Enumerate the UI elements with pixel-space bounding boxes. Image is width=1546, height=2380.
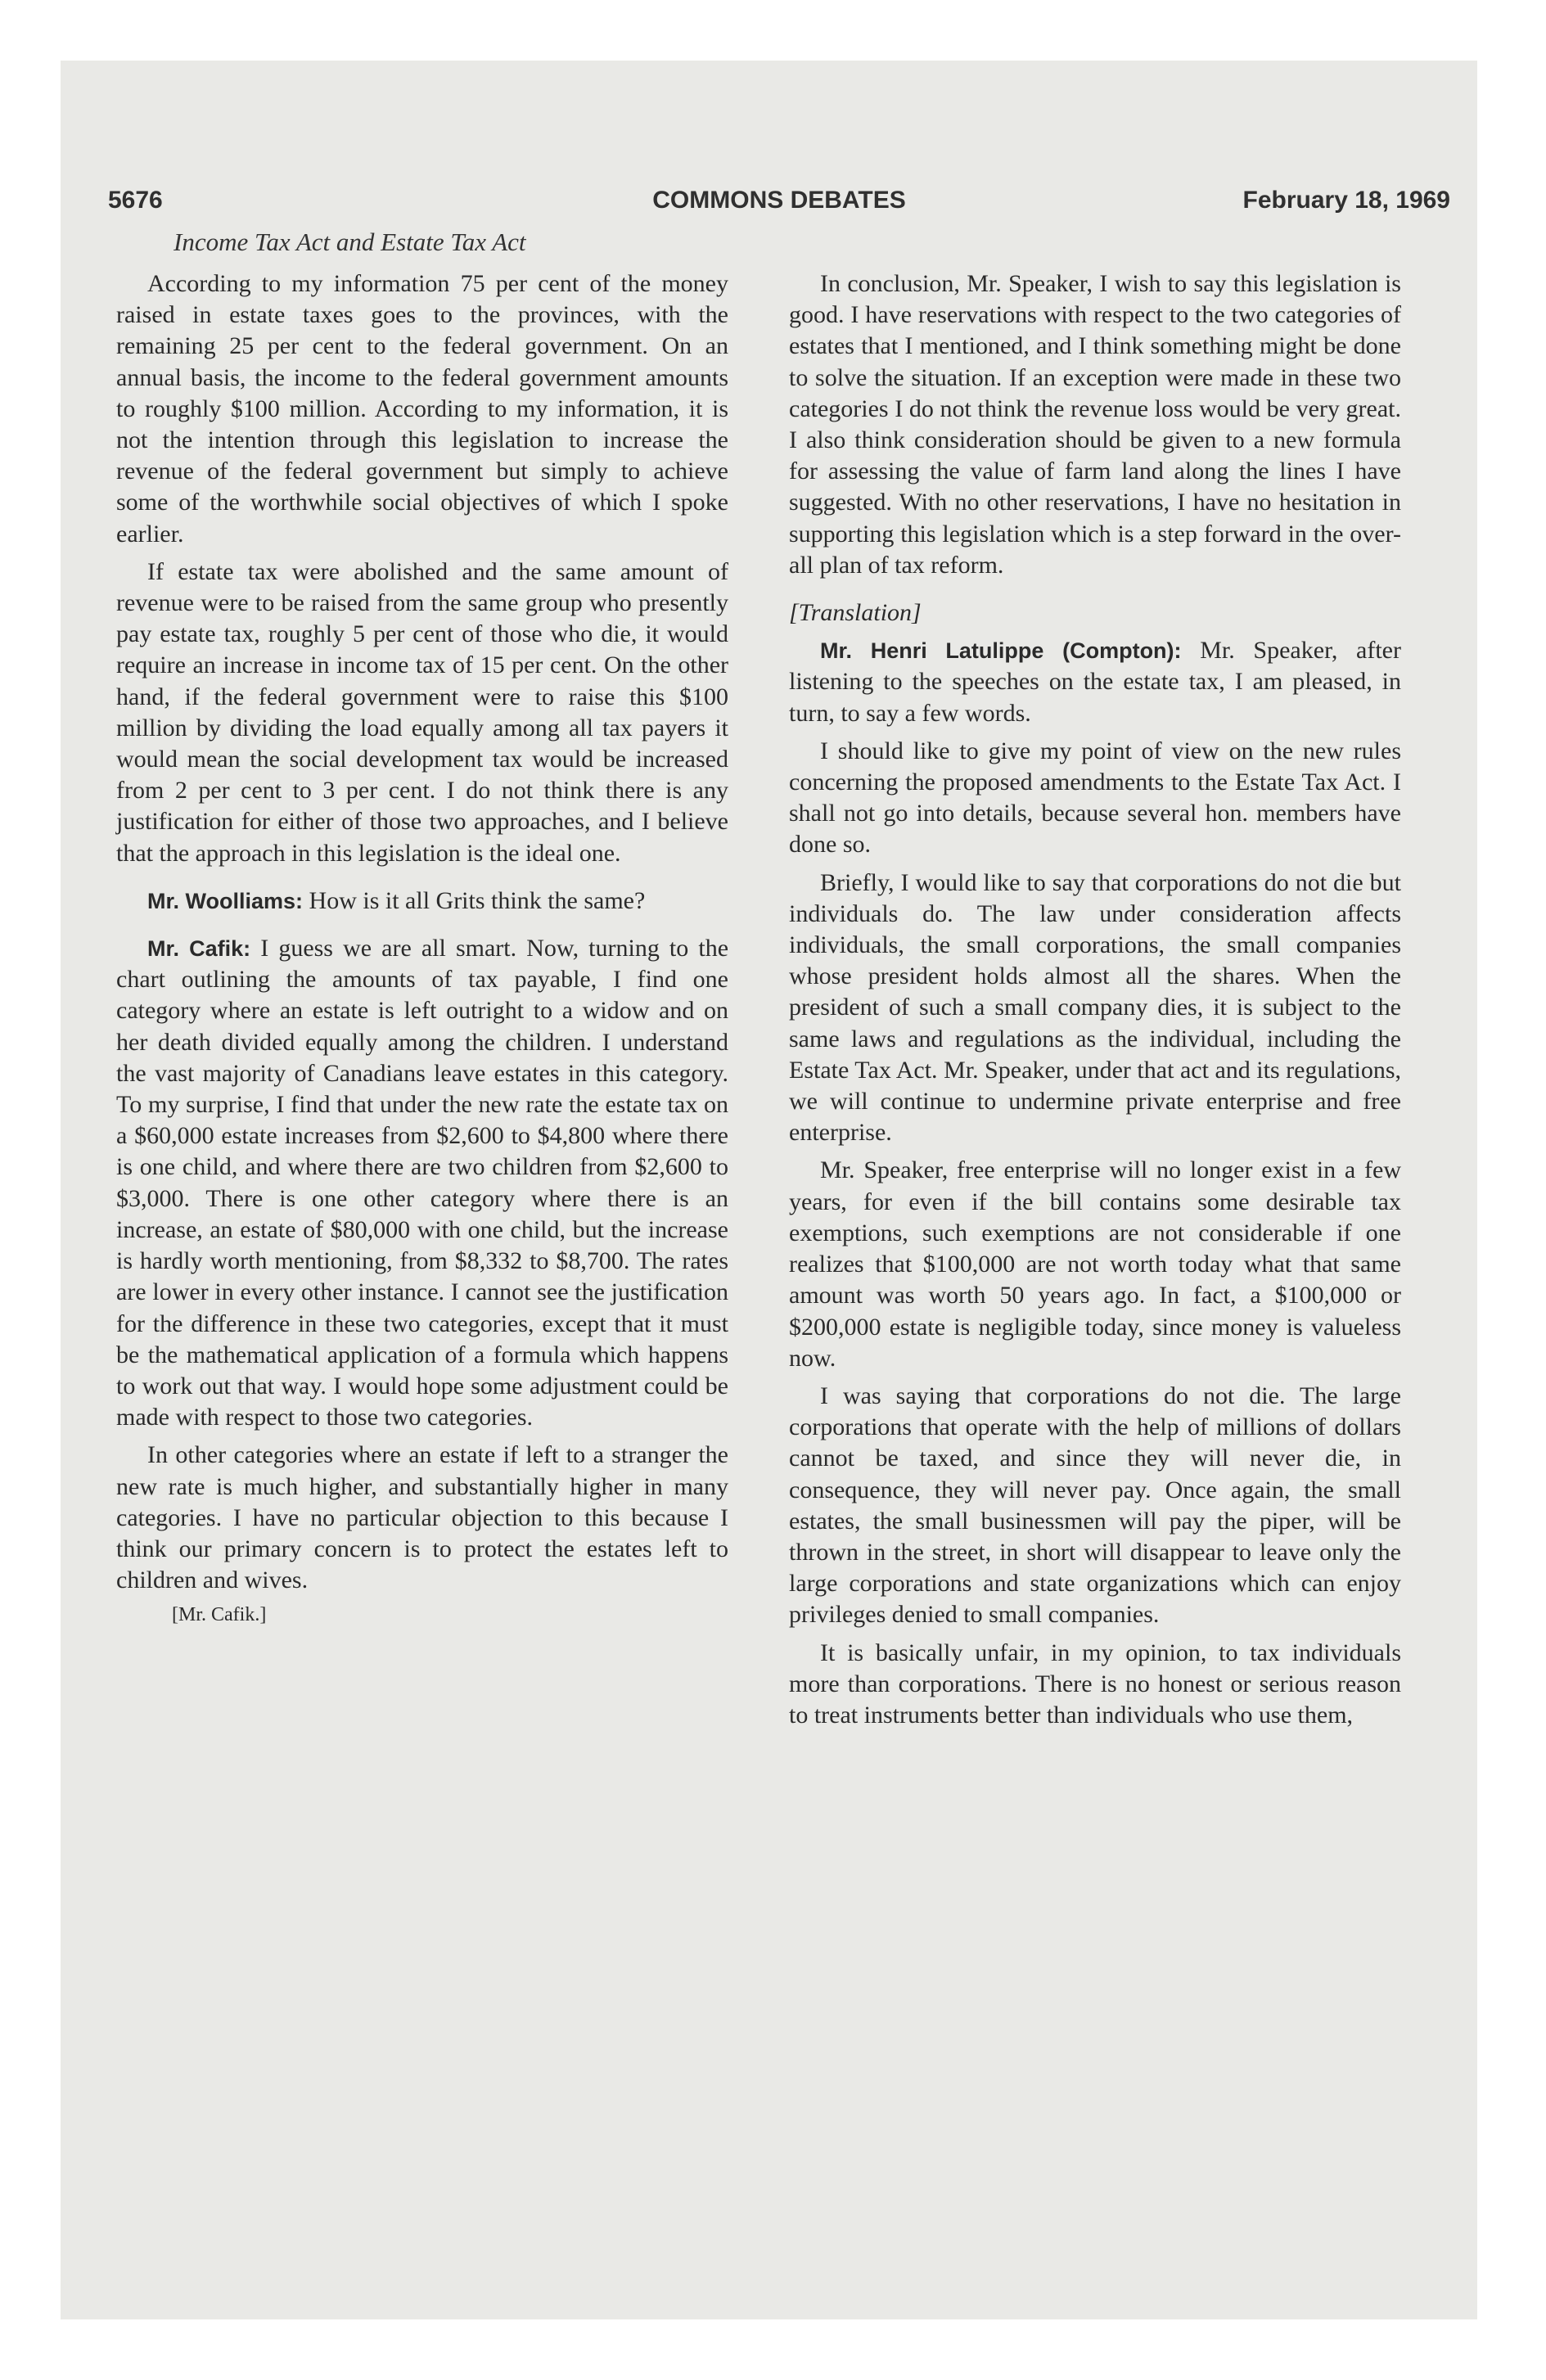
speaker-name: Mr. Woolliams: [147,888,304,913]
page-date: February 18, 1969 [1242,187,1450,214]
left-column [116,268,728,1634]
paragraph: I was saying that corporations do not die. The large corporations that operate with the help of millions of dollars cannot be taxed, and since they will never die, in consequence, they will never pay. Once again, the small estates, the small businessmen will pay the piper, will be thrown in the street, in short will disappear to leave only the large corporations and state organizations which can enjoy privileges denied to small companies. [789,1382,1401,1629]
speech-woolliams [116,886,728,917]
paragraph: If estate tax were abolished and the same amount of revenue were to be raised from the same group who presently pay estate tax, roughly 5 per cent of those who die, it would require an increase in income tax of 15 per cent. On the other hand, if the federal government were to raise this $100 million by dividing the load equally among all tax payers it would mean the social development tax would be increased from 2 per cent to 3 per cent. I do not think there is any justification for either of those two approaches, and I believe that the approach in this legislation is the ideal one. [116,557,728,867]
paragraph: Mr. Speaker, free enterprise will no longer exist in a few years, for even if the bill contains some desirable tax exemptions, such exemptions are not considerable if one realizes that $100,000 are not worth today what that same amount was worth 50 years ago. In fact, a $100,000 or $200,000 estate is negligible today, since money is valueless now. [789,1156,1401,1372]
speaker-name: Mr. Henri Latulippe (Compton): [820,638,1182,664]
paragraph: Briefly, I would like to say that corporations do not die but individuals do. The law under consideration affects individuals, the small corporations, the small companies whose president holds almost all the shares. When the president of such a small company dies, it is subject to the same laws and regulations as the individual, including the Estate Tax Act. Mr. Speaker, under that act and its regulations, we will continue to undermine private enterprise and free enterprise. [789,868,1401,1147]
paragraph: In conclusion, Mr. Speaker, I wish to say this legislation is good. I have reservations with respect to the two categories of estates that I mentioned, and I think something might be done to solve the situation. If an exception were made in these two categories I do not think the revenue loss would be very great. I also think consideration should be given to a new formula for assessing the value of farm land along the lines I have suggested. With no other reservations, I have no hesitation in supporting this legislation which is a step forward in the over-all plan of tax reform. [789,270,1401,579]
paragraph: It is basically unfair, in my opinion, to tax individuals more than corporations. There is no honest or serious reason to treat instruments better than individuals who use them, [789,1639,1401,1729]
speech-cafik [116,933,728,1433]
publication-title: COMMONS DEBATES [652,187,906,214]
speech-latulippe [789,635,1401,729]
speech-text: How is it all Grits think the same? [309,886,646,914]
paragraph: I should like to give my point of view on the new rules concerning the proposed amendments to the Estate Tax Act. I shall not go into details, because several hon. members have done so. [789,737,1401,859]
speaker-name: Mr. Cafik: [147,936,251,962]
speech-text: I guess we are all smart. Now, turning to the chart outlining the amounts of tax payable, I find one category where an estate is left outright to a widow and on her death divided equally among the children. I understand the vast majority of Canadians leave estates in this category. To my surprise, I find that under the new rate the estate tax on a $60,000 estate increases from $2,600 to $4,800 where there is one child, and where there are two children from $2,600 to $3,000. There is one other category where there is an increase, an estate of $80,000 with one child, but the increase is hardly worth mentioning, from $8,332 to $8,700. The rates are lower in every other instance. I cannot see the justification for the difference in these two categories, except that it must be the mathematical application of a formula which happens to work out that way. I would hope some adjustment could be made with respect to those two categories. [116,935,729,1431]
page-header [108,187,1450,228]
translation-marker: [Translation] [789,599,922,627]
right-column [789,268,1401,1738]
speaker-continuation-note: [Mr. Cafik.] [172,1604,267,1626]
paragraph: According to my information 75 per cent of the money raised in estate taxes goes to the provinces, with the remaining 25 per cent to the federal government. On an annual basis, the income to the federal government amounts to roughly $100 million. According to my information, it is not the intention through this legislation to increase the revenue of the federal government but simply to achieve some of the worthwhile social objectives of which I spoke earlier. [116,270,728,548]
page-number: 5676 [108,187,163,214]
paragraph: In other categories where an estate if left to a stranger the new rate is much higher, and substantially higher in many categories. I have no particular objection to this because I think our primary concern is to protect the estates left to children and wives. [116,1441,728,1594]
running-subhead: Income Tax Act and Estate Tax Act [174,228,526,256]
speech-text: Mr. Speaker, after listening to the speeches on the estate tax, I am pleased, in turn, to say a few words. [789,637,1401,727]
